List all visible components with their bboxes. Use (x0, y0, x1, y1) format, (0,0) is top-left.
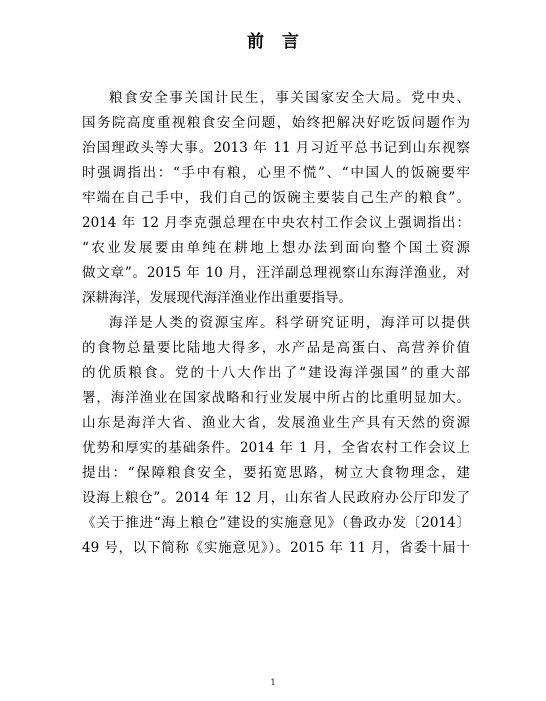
text-line: 《关于推进“海上粮仓”建设的实施意见》（鲁政办发〔2014〕 (82, 515, 470, 531)
page-title: 前言 (247, 32, 317, 52)
text-line: 的食物总量要比陆地大得多，水产品是高蛋白、高营养价值 (82, 340, 470, 356)
text-line: 做文章”。2015 年 10 月，汪洋副总理视察山东海洋渔业，对 (82, 265, 470, 281)
text-line: 粮食安全事关国计民生，事关国家安全大局。党中央、 (109, 90, 470, 106)
text-line: 治国理政头等大事。2013 年 11 月习近平总书记到山东视察 (82, 140, 470, 156)
text-line: 的优质粮食。党的十八大作出了“建设海洋强国”的重大部 (82, 365, 470, 381)
text-line: “农业发展要由单纯在耕地上想办法到面向整个国土资源 (82, 240, 470, 256)
text-line: 牢端在自己手中，我们自己的饭碗主要装自己生产的粮食”。 (82, 190, 470, 206)
page-number: 1 (270, 678, 276, 687)
text-line: 提出：“保障粮食安全，要拓宽思路，树立大食物理念，建 (82, 465, 470, 481)
text-line: 国务院高度重视粮食安全问题，始终把解决好吃饭问题作为 (82, 115, 470, 131)
text-line: 署，海洋渔业在国家战略和行业发展中所占的比重明显加大。 (82, 390, 470, 406)
text-line: 49 号，以下简称《实施意见》）。2015 年 11 月，省委十届十 (82, 540, 470, 556)
text-line: 山东是海洋大省、渔业大省，发展渔业生产具有天然的资源 (82, 415, 470, 431)
body-text (82, 86, 470, 561)
text-line: 2014 年 12 月李克强总理在中央农村工作会议上强调指出： (82, 215, 470, 231)
text-line: 海洋是人类的资源宝库。科学研究证明，海洋可以提供 (109, 315, 470, 331)
text-line: 设海上粮仓”。2014 年 12 月，山东省人民政府办公厅印发了 (82, 490, 470, 506)
text-line: 时强调指出：“手中有粮，心里不慌”、“中国人的饭碗要牢 (82, 165, 470, 181)
text-line: 深耕海洋，发展现代海洋渔业作出重要指导。 (82, 290, 352, 306)
text-line: 优势和厚实的基础条件。2014 年 1 月，全省农村工作会议上 (82, 440, 470, 456)
